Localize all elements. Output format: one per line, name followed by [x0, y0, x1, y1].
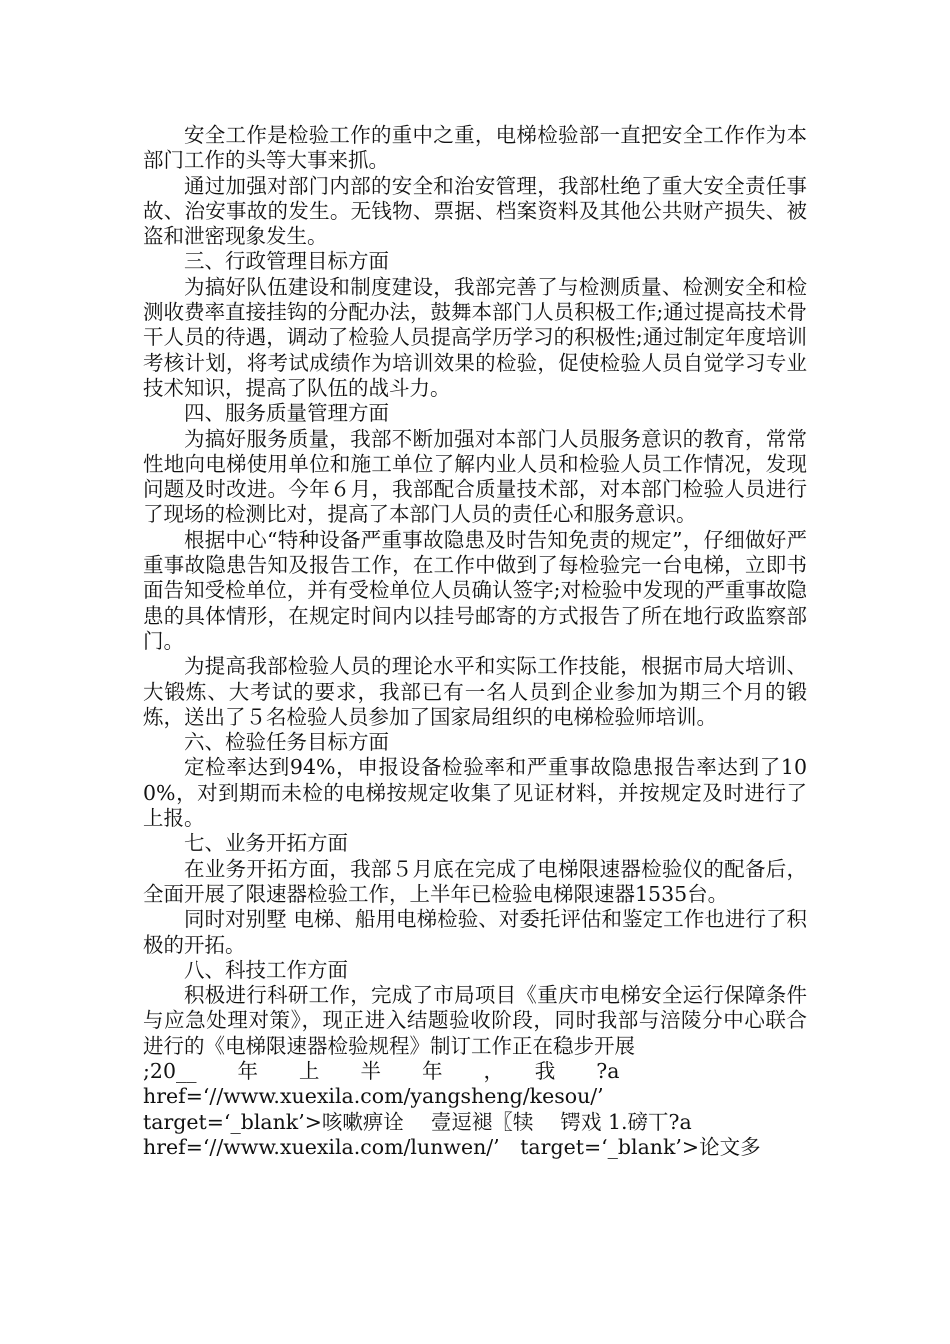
section-heading-business: 七、业务开拓方面 [184, 831, 348, 856]
paragraph-inspection-rate: 定检率达到94%，申报设备检验率和严重事故隐患报告率达到了100%，对到期而未检的电梯按规定收集了见证材料，并按规定及时进行了上报。 [143, 755, 807, 831]
paragraph-service-quality: 为搞好服务质量，我部不断加强对本部门人员服务意识的教育，常常性地向电梯使用单位和施工单位了解内业人员和检验人员工作情况，发现问题及时改进。今年６月，我部配合质量技术部，对本部门检验人员进行了现场的检测比对，提高了本部门人员的责任心和服务意识。 [143, 426, 807, 527]
section-heading-inspection: 六、检验任务目标方面 [184, 730, 389, 755]
paragraph-governor-inspection: 在业务开拓方面，我部５月底在完成了电梯限速器检验仪的配备后，全面开展了限速器检验工作，上半年已检验电梯限速器1535台。 [143, 856, 807, 906]
garbled-line-1: ;20__ 年 上 半 年 ， 我 ?a [143, 1058, 620, 1083]
garbled-line-2: target=‘_blank’>咳嗽痹诠 壹逗褪〖犊 锷戏 1.磅丅?a [143, 1109, 692, 1134]
section-heading-admin: 三、行政管理目标方面 [184, 249, 389, 274]
paragraph-security-management: 通过加强对部门内部的安全和治安管理，我部杜绝了重大安全责任事故、治安事故的发生。无钱物、票据、档案资料及其他公共财产损失、被盗和泄密现象发生。 [143, 173, 807, 249]
paragraph-safety-priority: 安全工作是检验工作的重中之重，电梯检验部一直把安全工作作为本部门工作的头等大事来抓。 [143, 123, 807, 173]
garbled-link-line-1: href=‘//www.xuexila.com/yangsheng/kesou/’ [143, 1084, 604, 1109]
section-heading-technology: 八、科技工作方面 [184, 957, 348, 982]
document-body [143, 123, 807, 1160]
paragraph-research: 积极进行科研工作，完成了市局项目《重庆市电梯安全运行保障条件与应急处理对策》，现正进入结题验收阶段，同时我部与涪陵分中心联合进行的《电梯限速器检验规程》制订工作正在稳步开展 [143, 983, 807, 1058]
garbled-link-line-2: href=‘//www.xuexila.com/lunwen/’ target=‘_blank’>论文多 [143, 1134, 761, 1159]
paragraph-team-building: 为搞好队伍建设和制度建设，我部完善了与检测质量、检测安全和检测收费率直接挂钩的分配办法，鼓舞本部门人员积极工作;通过提高技术骨干人员的待遇，调动了检验人员提高学历学习的积极性;通过制定年度培训考核计划，将考试成绩作为培训效果的检验，促使检验人员自觉学习专业技术知识，提高了队伍的战斗力。 [143, 274, 807, 400]
section-heading-service: 四、服务质量管理方面 [184, 401, 389, 426]
paragraph-villa-elevators: 同时对别墅 电梯、船用电梯检验、对委托评估和鉴定工作也进行了积极的开拓。 [143, 907, 807, 957]
paragraph-training: 为提高我部检验人员的理论水平和实际工作技能，根据市局大培训、大锻炼、大考试的要求，我部已有一名人员到企业参加为期三个月的锻炼，送出了５名检验人员参加了国家局组织的电梯检验师培训。 [143, 654, 807, 729]
paragraph-hazard-notification: 根据中心“特种设备严重事故隐患及时告知免责的规定”，仔细做好严重事故隐患告知及报告工作，在工作中做到了每检验完一台电梯，立即书面告知受检单位，并有受检单位人员确认签字;对检验中发现的严重事故隐患的具体情形，在规定时间内以挂号邮寄的方式报告了所在地行政监察部门。 [143, 527, 807, 653]
